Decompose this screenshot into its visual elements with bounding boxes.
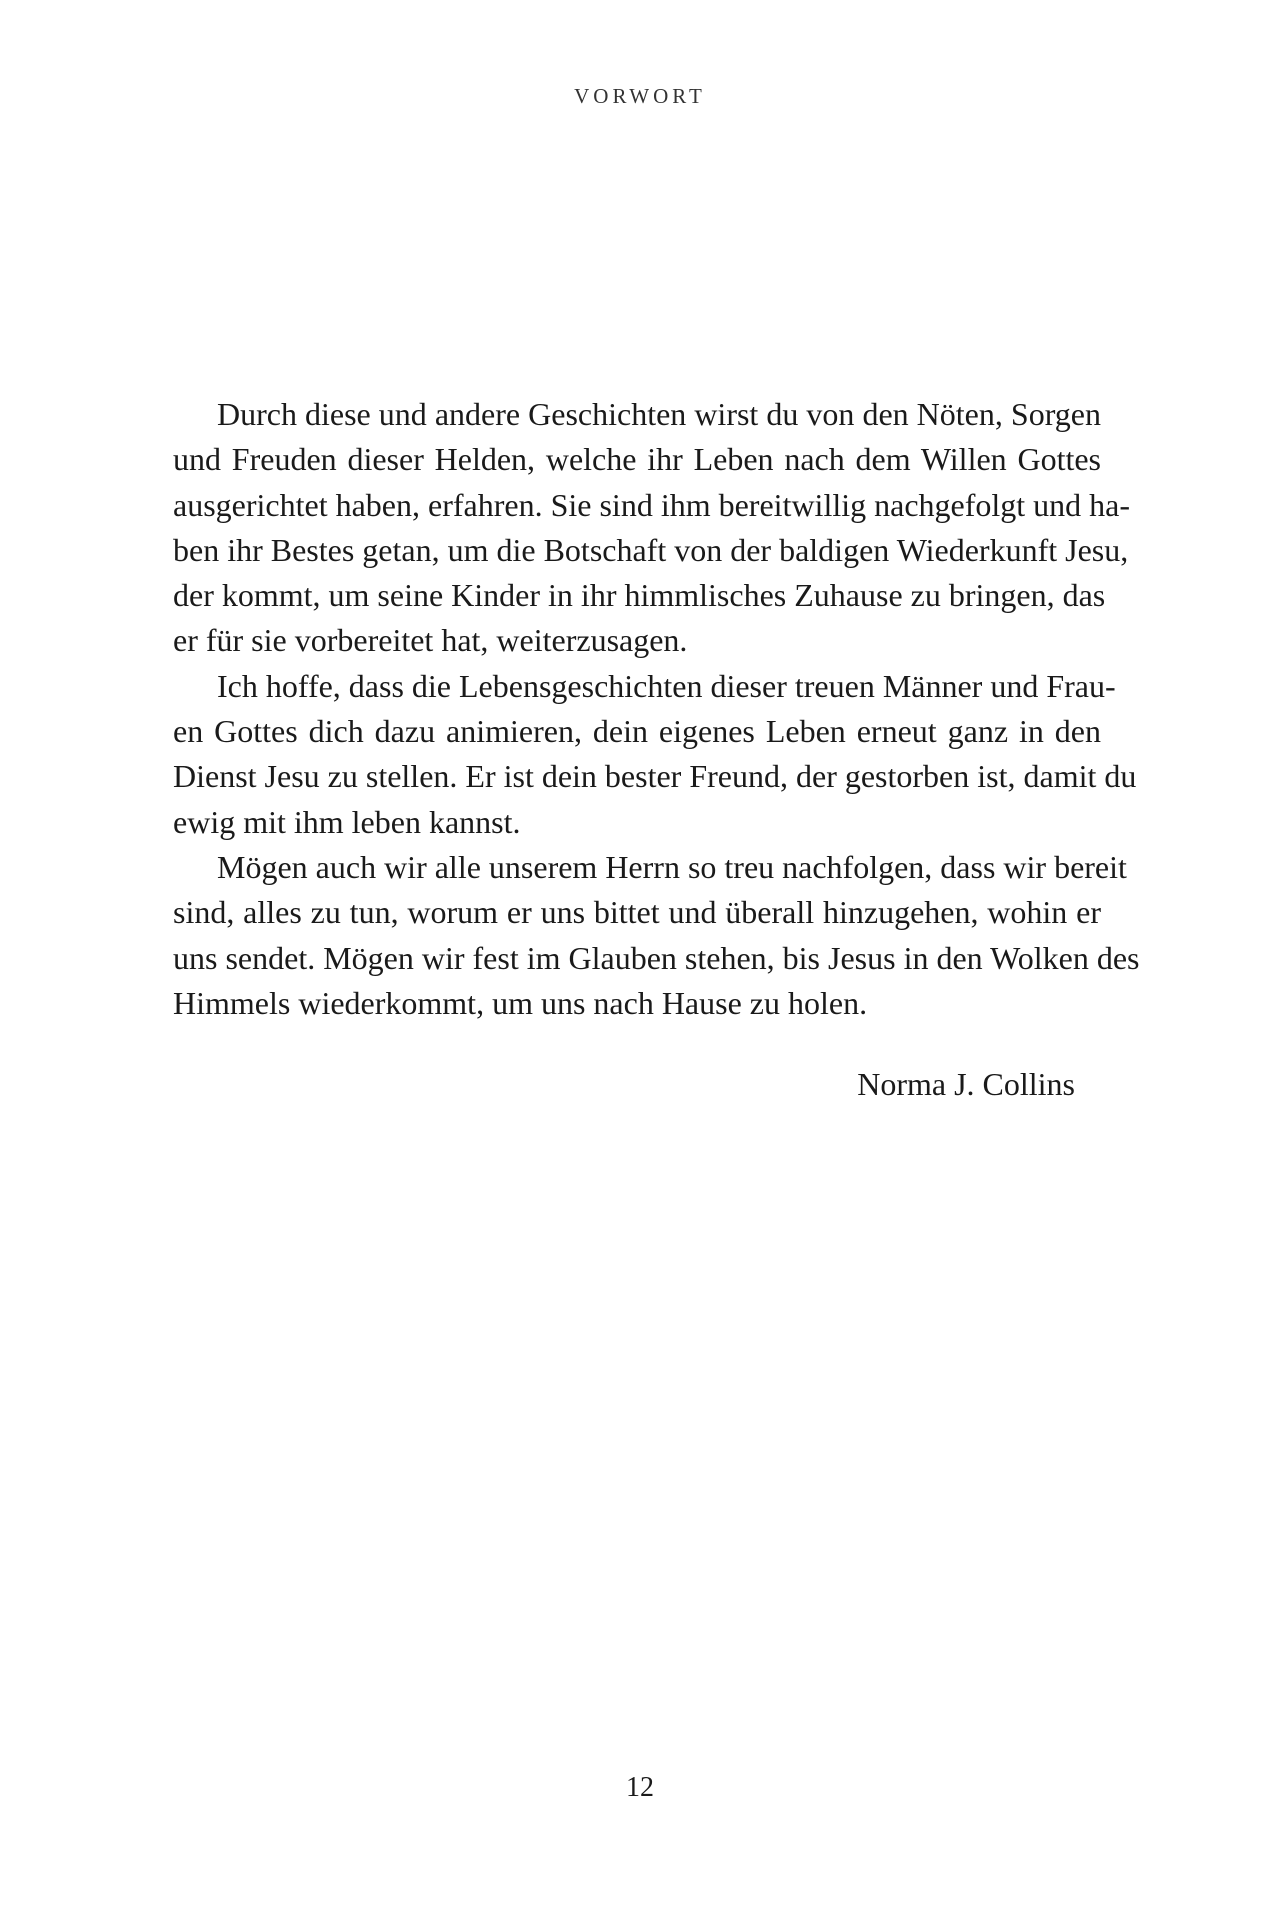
text-line: Dienst Jesu zu stellen. Er ist dein bester Freund, der gestorben ist, damit du	[173, 758, 1137, 795]
paragraph	[173, 845, 1140, 1026]
text-line: der kommt, um seine Kinder in ihr himmlisches Zuhause zu bringen, das	[173, 577, 1106, 614]
text-line: Himmels wiederkommt, um uns nach Hause zu holen.	[173, 984, 868, 1021]
text-line: Ich hoffe, dass die Lebensgeschichten dieser treuen Männer und Frau-	[217, 667, 1116, 704]
text-line: Mögen auch wir alle unserem Herrn so treu nachfolgen, dass wir bereit	[217, 848, 1127, 885]
text-line: sind, alles zu tun, worum er uns bittet und überall hinzugehen, wohin er	[173, 894, 1101, 931]
text-line: Durch diese und andere Geschichten wirst du von den Nöten, Sorgen	[217, 396, 1101, 432]
text-line: uns sendet. Mögen wir fest im Glauben stehen, bis Jesus in den Wolken des	[173, 939, 1140, 976]
text-line: ben ihr Bestes getan, um die Botschaft von der baldigen Wiederkunft Jesu,	[173, 531, 1129, 568]
page-number: 12	[626, 1772, 654, 1803]
text-line: und Freuden dieser Helden, welche ihr Leben nach dem Willen Gottes	[173, 441, 1101, 478]
paragraph	[173, 664, 1137, 845]
body-text	[173, 392, 1140, 1026]
running-header: VORWORT	[574, 84, 706, 108]
author-signature: Norma J. Collins	[857, 1066, 1075, 1102]
text-line: ewig mit ihm leben kannst.	[173, 803, 521, 840]
text-line: er für sie vorbereitet hat, weiterzusagen.	[173, 622, 688, 659]
paragraph	[173, 392, 1131, 664]
text-line: en Gottes dich dazu animieren, dein eigenes Leben erneut ganz in den	[173, 713, 1101, 750]
text-line: ausgerichtet haben, erfahren. Sie sind ihm bereitwillig nachgefolgt und ha-	[173, 486, 1131, 523]
